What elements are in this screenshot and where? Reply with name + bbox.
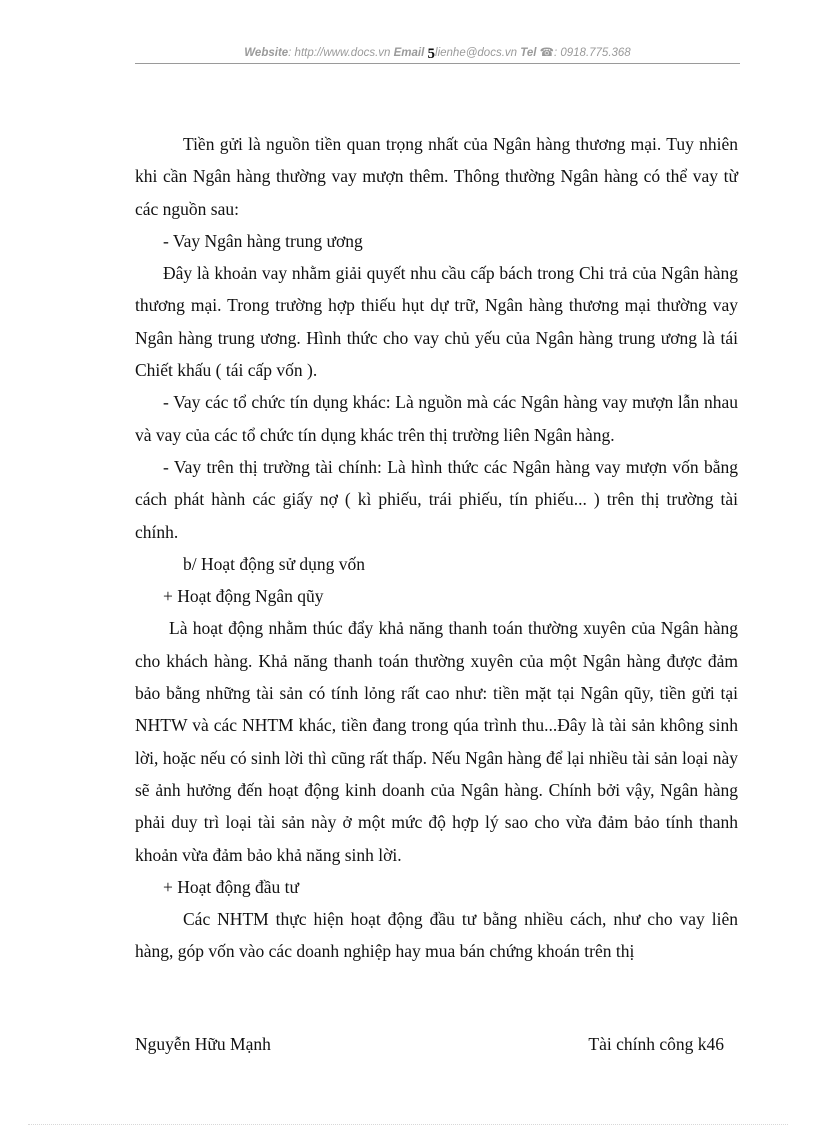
header-divider [135, 63, 740, 64]
item-central-bank-loan: - Vay Ngân hàng trung ương [163, 230, 363, 251]
subheading-investment: + Hoạt động đầu tư [163, 876, 300, 897]
page-number: 5 [427, 46, 436, 62]
tel-label: Tel [520, 47, 537, 59]
paragraph-deposits: Tiền gửi là nguồn tiền quan trọng nhất của Ngân hàng thương mại. Tuy nhiên khi cần Ngân hàng thường vay mượn thêm. Thông thường Ngân hàng có thể vay từ các nguồn sau: [135, 134, 738, 219]
website-url[interactable]: : http://www.docs.vn [288, 47, 391, 59]
page-header [135, 44, 740, 61]
phone-icon: ☎ [539, 47, 554, 59]
footer-author: Nguyễn Hữu Mạnh [135, 1034, 271, 1054]
footer-course: Tài chính công k46 [588, 1034, 724, 1054]
tel-number: : 0918.775.368 [553, 47, 631, 59]
email-label: Email [393, 47, 425, 59]
section-heading-capital-use: b/ Hoạt động sử dụng vốn [183, 553, 366, 574]
paragraph-treasury: Là hoạt động nhằm thúc đẩy khả năng thanh toán thường xuyên của Ngân hàng cho khách hàng. Khả năng thanh toán thường xuyên của một Ngân hàng được đảm bảo bằng những tài sản có tính lỏng rất cao như: tiền mặt tại Ngân qũy, tiền gửi tại NHTW và các NHTM khác, tiền đang trong qúa trình thu...Đây là tài sản không sinh lời, hoặc nếu có sinh lời thì cũng rất thấp. Nếu Ngân hàng để lại nhiều tài sản loại này sẽ ảnh hưởng đến hoạt động kinh doanh của Ngân hàng. Chính bởi vậy, Ngân hàng phải duy trì loại tài sản này ở một mức độ hợp lý sao cho vừa đảm bảo tính thanh khoản vừa đảm bảo khả năng sinh lời. [135, 618, 738, 865]
item-financial-market: - Vay trên thị trường tài chính: Là hình thức các Ngân hàng vay mượn vốn bằng cách phát hành các giấy nợ ( kì phiếu, trái phiếu, tín phiếu... ) trên thị trường tài chính. [135, 456, 738, 542]
paragraph-central-bank: Đây là khoản vay nhằm giải quyết nhu cầu cấp bách trong Chi trả của Ngân hàng thương mại. Trong trường hợp thiếu hụt dự trữ, Ngân hàng thương mại thường vay Ngân hàng trung ương. Hình thức cho vay chủ yếu của Ngân hàng trung ương là tái Chiết khấu ( tái cấp vốn ). [135, 263, 738, 381]
paragraph-investment: Các NHTM thực hiện hoạt động đầu tư bằng nhiều cách, như cho vay liên hàng, góp vốn vào các doanh nghiệp hay mua bán chứng khoán trên thị [135, 909, 738, 962]
item-credit-institutions: - Vay các tổ chức tín dụng khác: Là nguồn mà các Ngân hàng vay mượn lẫn nhau và vay của các tổ chức tín dụng khác trên thị trường liên Ngân hàng. [135, 392, 738, 445]
subheading-treasury: + Hoạt động Ngân qũy [163, 586, 324, 607]
website-label: Website [244, 47, 289, 59]
document-body [135, 128, 738, 968]
email-address[interactable]: lienhe@docs.vn [435, 47, 518, 59]
